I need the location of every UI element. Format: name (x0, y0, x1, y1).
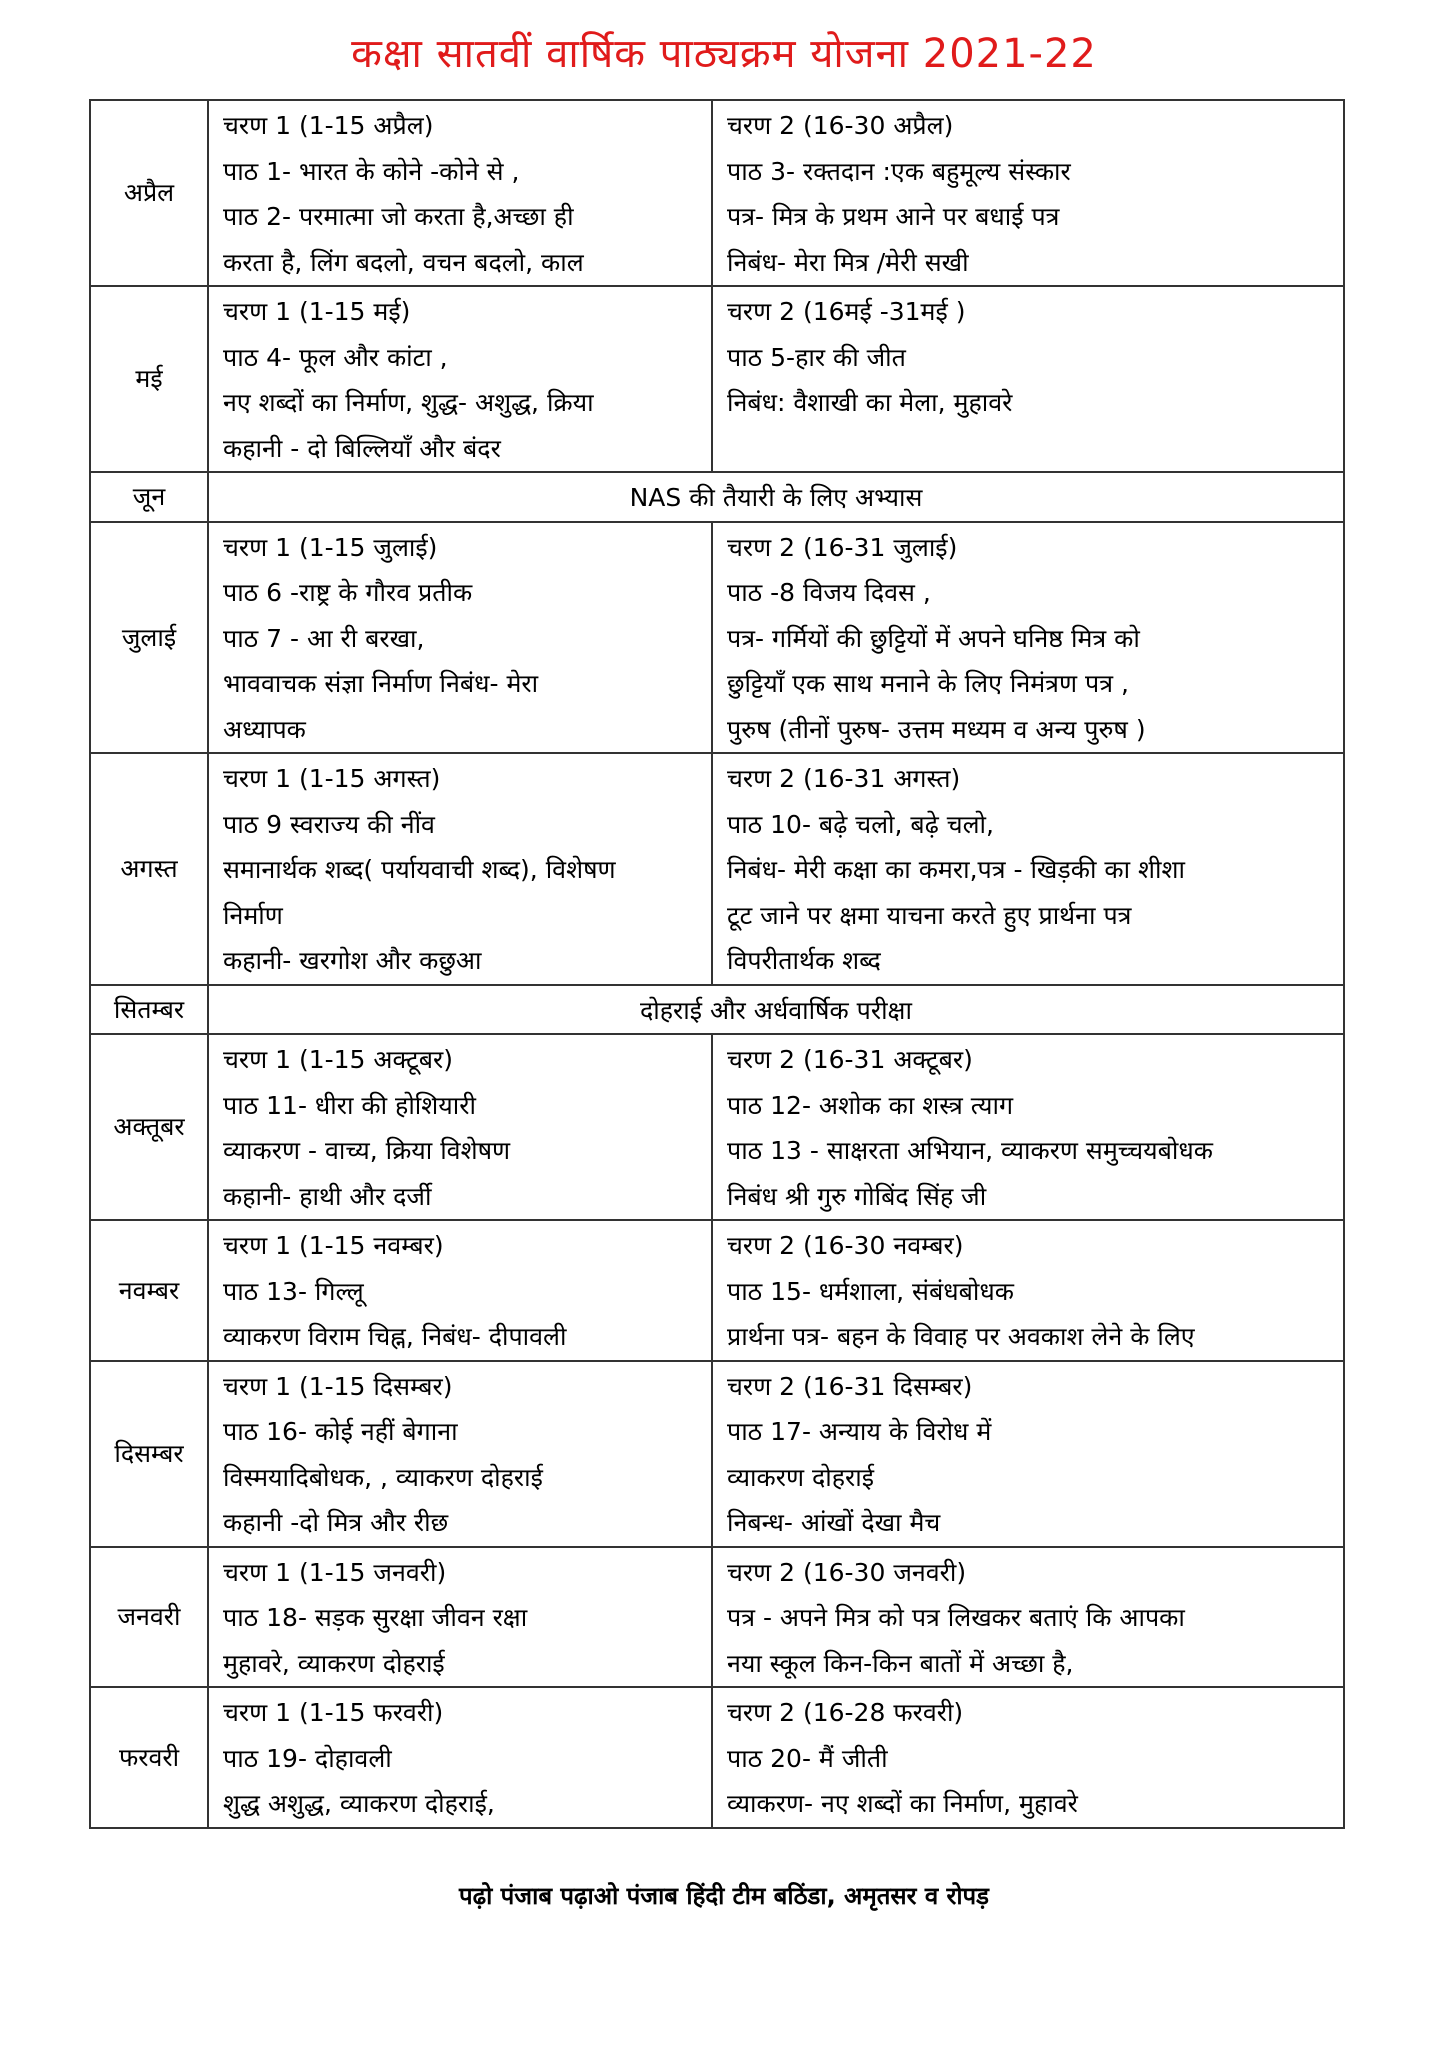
phase-heading: चरण 2 (16मई -31मई ) (727, 297, 966, 326)
syllabus-line: पाठ 20- मैं जीती (727, 1743, 888, 1773)
syllabus-line: पाठ 13 - साक्षरता अभियान, व्याकरण समुच्चयबोधक (727, 1136, 1213, 1165)
phase-2-cell (712, 286, 1344, 472)
page-title: कक्षा सातवीं वार्षिक पाठ्यक्रम योजना 2021-22 (351, 31, 1097, 77)
syllabus-line: व्याकरण विराम चिह्न, निबंध- दीपावली (223, 1322, 567, 1351)
month-cell: जुलाई (90, 522, 208, 754)
phase-2-cell (712, 1034, 1344, 1220)
phase-2-cell (712, 1220, 1344, 1361)
syllabus-line: मुहावरे, व्याकरण दोहराई (223, 1648, 445, 1678)
syllabus-line: पाठ 15- धर्मशाला, संबंधबोधक (727, 1276, 1014, 1306)
syllabus-line: पुरुष (तीनों पुरुष- उत्तम मध्यम व अन्य पुरुष ) (727, 714, 1146, 744)
month-row (90, 1361, 1344, 1547)
phase-heading: चरण 1 (1-15 जनवरी) (223, 1557, 447, 1587)
month-cell: फरवरी (90, 1687, 208, 1828)
month-row (90, 100, 1344, 286)
syllabus-line: पाठ 4- फूल और कांटा , (223, 342, 448, 372)
phase-1-cell (208, 753, 712, 985)
phase-heading: चरण 2 (16-31 जुलाई) (727, 532, 958, 562)
syllabus-line: व्याकरण - वाच्य, क्रिया विशेषण (223, 1136, 511, 1165)
month-cell: अगस्त (90, 753, 208, 985)
syllabus-line: विस्मयादिबोधक, , व्याकरण दोहराई (223, 1462, 543, 1492)
month-row (90, 472, 1344, 522)
phase-heading: चरण 2 (16-31 अक्टूबर) (727, 1045, 973, 1074)
syllabus-line: कहानी- हाथी और दर्जी (223, 1181, 432, 1211)
month-row (90, 1034, 1344, 1220)
syllabus-line: पाठ 9 स्वराज्य की नींव (223, 809, 435, 839)
phase-heading: चरण 1 (1-15 अक्टूबर) (223, 1045, 453, 1074)
syllabus-line: नए शब्दों का निर्माण, शुद्ध- अशुद्ध, क्रिया (223, 388, 594, 417)
phase-heading: चरण 1 (1-15 जुलाई) (223, 532, 438, 562)
phase-heading: चरण 2 (16-30 अप्रैल) (727, 111, 954, 140)
phase-heading: चरण 2 (16-28 फरवरी) (727, 1698, 964, 1727)
month-row (90, 985, 1344, 1035)
phase-1-cell (208, 100, 712, 286)
syllabus-line: व्याकरण- नए शब्दों का निर्माण, मुहावरे (727, 1789, 1078, 1818)
syllabus-line: पाठ 17- अन्याय के विरोध में (727, 1417, 992, 1446)
phase-2-cell (712, 1547, 1344, 1688)
syllabus-line: पाठ 3- रक्तदान :एक बहुमूल्य संस्कार (727, 156, 1071, 186)
syllabus-line: निबन्ध- आंखों देखा मैच (727, 1508, 941, 1537)
phase-2-cell (712, 522, 1344, 754)
phase-2-cell (712, 1361, 1344, 1547)
syllabus-line: निबंध- मेरा मित्र /मेरी सखी (727, 247, 969, 277)
syllabus-line: करता है, लिंग बदलो, वचन बदलो, काल (223, 247, 584, 277)
syllabus-line: पाठ -8 विजय दिवस , (727, 578, 931, 607)
syllabus-line: प्रार्थना पत्र- बहन के विवाह पर अवकाश लेने के लिए (727, 1322, 1195, 1351)
phase-heading: चरण 1 (1-15 मई) (223, 297, 411, 326)
phase-heading: चरण 1 (1-15 अप्रैल) (223, 111, 434, 140)
syllabus-line: समानार्थक शब्द( पर्यायवाची शब्द), विशेषण (223, 855, 616, 884)
phase-heading: चरण 1 (1-15 अगस्त) (223, 764, 441, 793)
syllabus-table (89, 99, 1345, 1829)
syllabus-line: पत्र- गर्मियों की छुट्टियों में अपने घनिष्ठ मित्र को (727, 623, 1140, 653)
month-activity: NAS की तैयारी के लिए अभ्यास (208, 472, 1344, 522)
phase-1-cell (208, 522, 712, 754)
syllabus-line: पाठ 7 - आ री बरखा, (223, 623, 425, 653)
syllabus-line: छुट्टियाँ एक साथ मनाने के लिए निमंत्रण पत्र , (727, 669, 1129, 698)
syllabus-line: विपरीतार्थक शब्द (727, 946, 881, 975)
syllabus-line: पाठ 16- कोई नहीं बेगाना (223, 1417, 458, 1446)
phase-heading: चरण 2 (16-31 अगस्त) (727, 764, 961, 793)
month-row (90, 1220, 1344, 1361)
syllabus-line: पत्र- मित्र के प्रथम आने पर बधाई पत्र (727, 202, 1060, 231)
footer-credit: पढ़ो पंजाब पढ़ाओ पंजाब हिंदी टीम बठिंडा, अमृतसर व रोपड़ (458, 1882, 990, 1910)
month-cell: सितम्बर (90, 985, 208, 1035)
syllabus-line: कहानी - दो बिल्लियाँ और बंदर (223, 433, 501, 463)
phase-1-cell (208, 1687, 712, 1828)
month-activity: दोहराई और अर्धवार्षिक परीक्षा (208, 985, 1344, 1035)
month-cell: जून (90, 472, 208, 522)
month-cell: मई (90, 286, 208, 472)
phase-2-cell (712, 1687, 1344, 1828)
syllabus-line: पाठ 2- परमात्मा जो करता है,अच्छा ही (223, 202, 574, 231)
month-cell: अप्रैल (90, 100, 208, 286)
syllabus-line: टूट जाने पर क्षमा याचना करते हुए प्रार्थना पत्र (727, 900, 1132, 930)
syllabus-line: निबंध: वैशाखी का मेला, मुहावरे (727, 388, 1013, 417)
phase-heading: चरण 2 (16-30 नवम्बर) (727, 1231, 964, 1260)
syllabus-line: पाठ 10- बढ़े चलो, बढ़े चलो, (727, 809, 994, 839)
phase-2-cell (712, 100, 1344, 286)
syllabus-line: व्याकरण दोहराई (727, 1462, 874, 1492)
phase-heading: चरण 1 (1-15 नवम्बर) (223, 1231, 444, 1260)
syllabus-line: पाठ 13- गिल्लू (223, 1276, 364, 1306)
syllabus-line: नया स्कूल किन-किन बातों में अच्छा है, (727, 1648, 1074, 1678)
phase-1-cell (208, 1034, 712, 1220)
syllabus-line: पाठ 1- भारत के कोने -कोने से , (223, 156, 520, 186)
phase-heading: चरण 2 (16-31 दिसम्बर) (727, 1371, 973, 1401)
syllabus-line: पाठ 19- दोहावली (223, 1743, 392, 1773)
syllabus-line: पत्र - अपने मित्र को पत्र लिखकर बताएं कि आपका (727, 1603, 1185, 1632)
syllabus-line: निबंध- मेरी कक्षा का कमरा,पत्र - खिड़की का शीशा (727, 855, 1185, 884)
month-cell: जनवरी (90, 1547, 208, 1688)
syllabus-line: पाठ 18- सड़क सुरक्षा जीवन रक्षा (223, 1603, 528, 1632)
phase-heading: चरण 2 (16-30 जनवरी) (727, 1557, 967, 1587)
month-row (90, 1687, 1344, 1828)
month-cell: दिसम्बर (90, 1361, 208, 1547)
syllabus-line: पाठ 5-हार की जीत (727, 342, 906, 372)
phase-1-cell (208, 1547, 712, 1688)
month-row (90, 753, 1344, 985)
syllabus-line: निबंध श्री गुरु गोबिंद सिंह जी (727, 1181, 987, 1211)
syllabus-line: पाठ 6 -राष्ट्र के गौरव प्रतीक (223, 578, 473, 607)
syllabus-line: पाठ 11- धीरा की होशियारी (223, 1090, 476, 1120)
phase-1-cell (208, 1220, 712, 1361)
month-cell: नवम्बर (90, 1220, 208, 1361)
month-row (90, 286, 1344, 472)
month-cell: अक्तूबर (90, 1034, 208, 1220)
phase-1-cell (208, 1361, 712, 1547)
syllabus-line: कहानी- खरगोश और कछुआ (223, 946, 482, 975)
syllabus-line: शुद्ध अशुद्ध, व्याकरण दोहराई, (223, 1789, 495, 1818)
month-row (90, 522, 1344, 754)
phase-1-cell (208, 286, 712, 472)
syllabus-line: निर्माण (223, 900, 283, 930)
syllabus-line: भाववाचक संज्ञा निर्माण निबंध- मेरा (223, 669, 539, 698)
phase-2-cell (712, 753, 1344, 985)
phase-heading: चरण 1 (1-15 फरवरी) (223, 1698, 444, 1727)
syllabus-line: अध्यापक (223, 714, 306, 744)
syllabus-line: कहानी -दो मित्र और रीछ (223, 1508, 449, 1537)
month-row (90, 1547, 1344, 1688)
syllabus-line: पाठ 12- अशोक का शस्त्र त्याग (727, 1090, 1014, 1120)
phase-heading: चरण 1 (1-15 दिसम्बर) (223, 1371, 453, 1401)
